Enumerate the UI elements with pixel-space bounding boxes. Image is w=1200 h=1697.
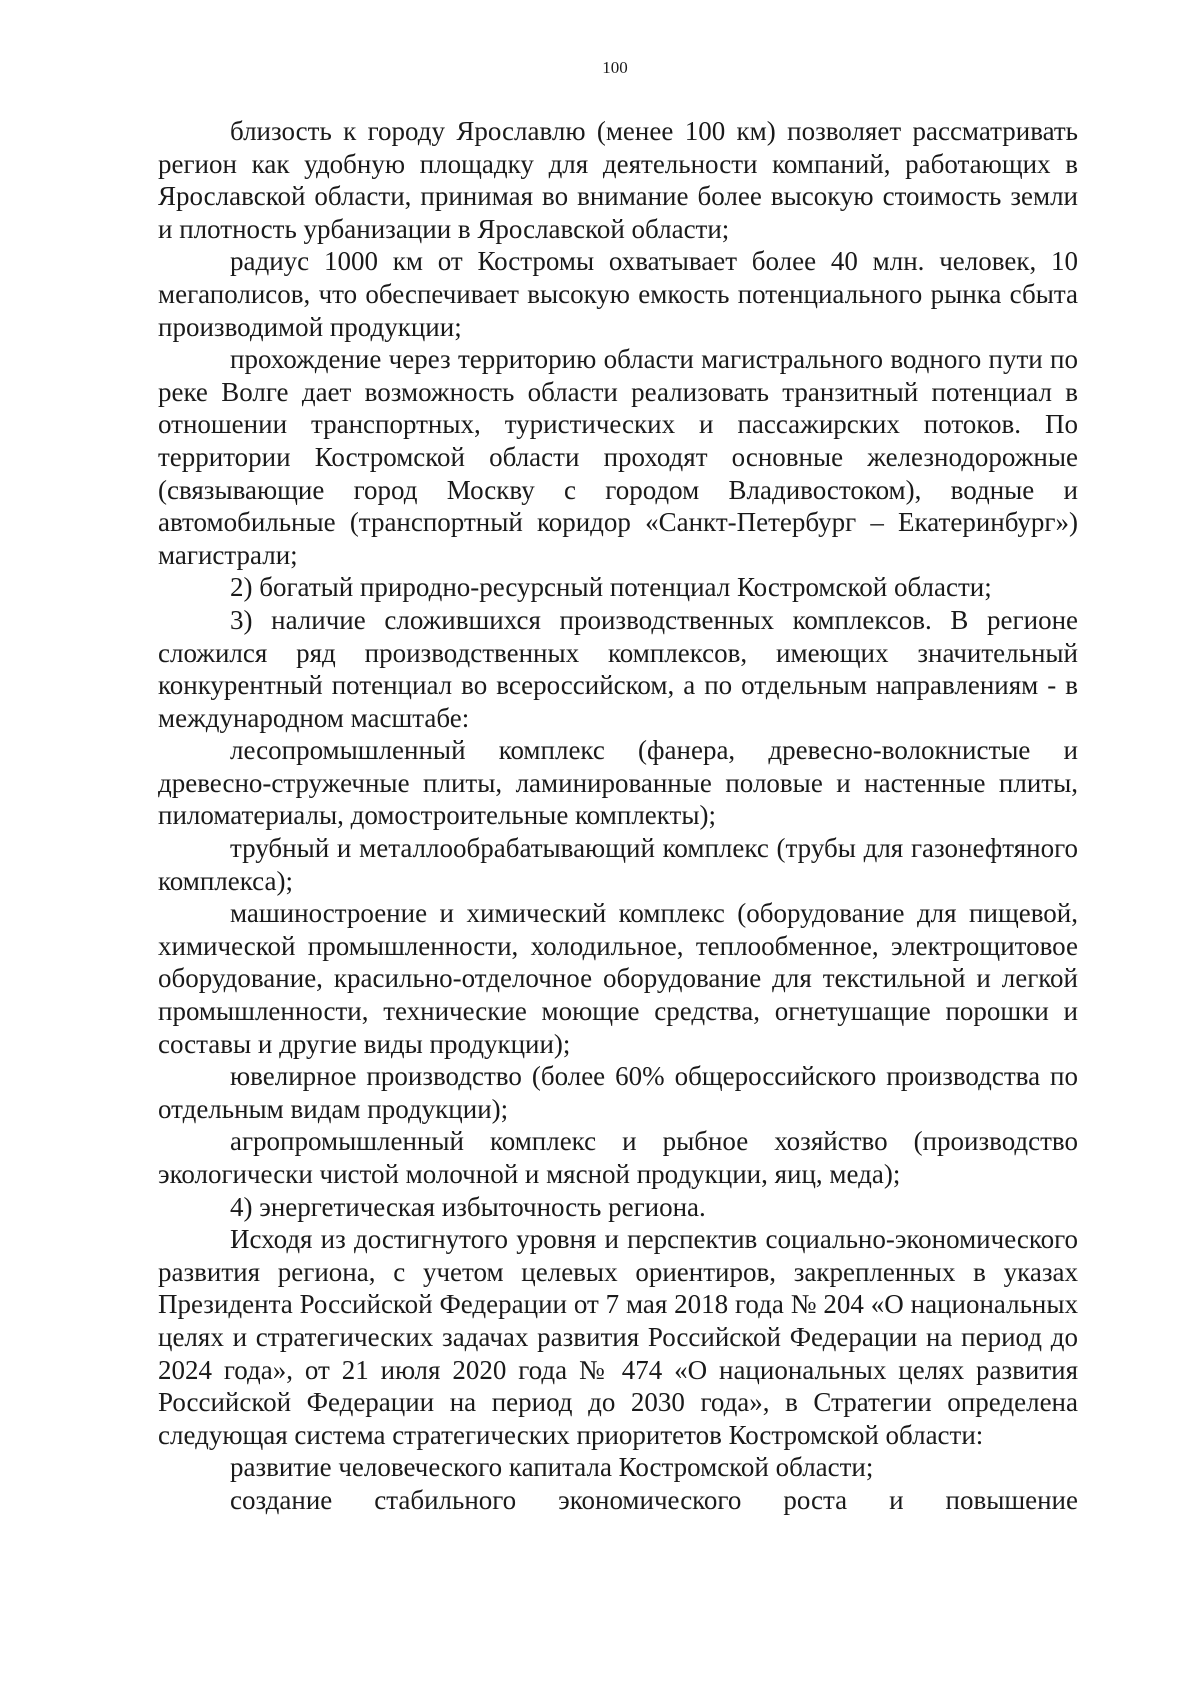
paragraph-proximity-yaroslavl: близость к городу Ярославлю (менее 100 км) позволяет рассматривать регион как удобную площадку для деятельности компаний, работающих в Ярославской области, принимая во внимание более высокую стоимость земли и плотность урбанизации в Ярославской области;: [158, 116, 1078, 244]
paragraph-transit-potential: прохождение через территорию области магистрального водного пути по реке Волге дает возможность области реализовать транзитный потенциал в отношении транспортных, туристических и пассажирских потоков. По территории Костромской области проходят основные железнодорожные (связывающие город Москву с городом Владивостоком), водные и автомобильные (транспортный коридор «Санкт-Петербург – Екатеринбург») магистрали;: [158, 344, 1078, 570]
paragraph-timber-complex: лесопромышленный комплекс (фанера, древесно-волокнистые и древесно-стружечные плиты, ламинированные половые и настенные плиты, пиломатериалы, домостроительные комплекты);: [158, 735, 1078, 831]
page-number: 100: [602, 58, 628, 77]
paragraph-energy-surplus: 4) энергетическая избыточность региона.: [230, 1191, 706, 1222]
paragraph-jewelry: ювелирное производство (более 60% общероссийского производства по отдельным видам продукции);: [158, 1061, 1078, 1124]
paragraph-human-capital: развитие человеческого капитала Костромской области;: [230, 1452, 874, 1483]
document-body: [158, 115, 1078, 1517]
paragraph-natural-resources: 2) богатый природно-ресурсный потенциал Костромской области;: [230, 572, 992, 603]
paragraph-radius-market: радиус 1000 км от Костромы охватывает более 40 млн. человек, 10 мегаполисов, что обеспечивает высокую емкость потенциального рынка сбыта производимой продукции;: [158, 246, 1078, 342]
paragraph-machine-chemical: машиностроение и химический комплекс (оборудование для пищевой, химической промышленности, холодильное, теплообменное, электрощитовое оборудование, красильно-отделочное оборудование для текстильной и легкой промышленности, технические моющие средства, огнетушащие порошки и составы и другие виды продукции);: [158, 898, 1078, 1059]
paragraph-economic-growth: создание стабильного экономического роста и повышение: [230, 1484, 1078, 1515]
paragraph-strategic-priorities: Исходя из достигнутого уровня и перспектив социально-экономического развития региона, с учетом целевых ориентиров, закрепленных в указах Президента Российской Федерации от 7 мая 2018 года № 204 «О национальных целях и стратегических задачах развития Российской Федерации на период до 2024 года», от 21 июля 2020 года № 474 «О национальных целях развития Российской Федерации на период до 2030 года», в Стратегии определена следующая система стратегических приоритетов Костромской области:: [158, 1224, 1078, 1450]
paragraph-pipe-complex: трубный и металлообрабатывающий комплекс (трубы для газонефтяного комплекса);: [158, 833, 1078, 896]
paragraph-agro-fishery: агропромышленный комплекс и рыбное хозяйство (производство экологически чистой молочной и мясной продукции, яиц, меда);: [158, 1126, 1078, 1189]
paragraph-production-complexes: 3) наличие сложившихся производственных комплексов. В регионе сложился ряд производственных комплексов, имеющих значительный конкурентный потенциал во всероссийском, а по отдельным направлениям - в международном масштабе:: [158, 604, 1078, 733]
